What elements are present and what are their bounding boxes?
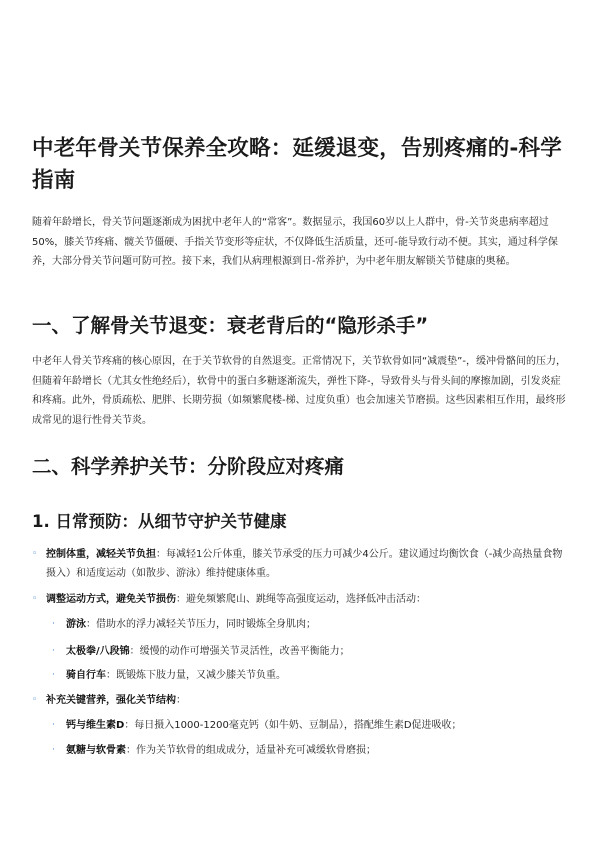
bullet-icon: · <box>52 670 55 680</box>
list-item-bold-label: 调整运动方式，避免关节损伤 <box>46 594 176 605</box>
list-item <box>32 590 566 609</box>
subsection-1-heading: 1. 日常预防：从细节守护关节健康 <box>32 512 287 531</box>
list-item-bold-label: 游泳 <box>66 619 86 630</box>
bullet-icon: · <box>52 619 55 629</box>
section-1-paragraph: 中老年人骨关节疼痛的核心原因，在于关节软骨的自然退变。正常情况下，关节软骨如同“减震垫”-，缓冲骨骼间的压力，但随着年龄增长（尤其女性绝经后），软骨中的蛋白多糖逐渐流失，弹性下降-，导致骨头与骨头间的摩擦加剧，引发炎症和疼痛。此外，骨质疏松、肥胖、长期劳损（如频繁爬楼-梯、过度负重）也会加速关节磨损。这些因素相互作用，最终形成常见的退行性骨关节炎。 <box>32 356 566 426</box>
list-item <box>32 691 566 710</box>
section-2-heading: 二、科学养护关节：分阶段应对疼痛 <box>32 455 345 478</box>
list-item <box>32 545 566 583</box>
bullet-icon: ◦ <box>32 594 38 604</box>
list-item-bold-label: 控制体重，减轻关节负担 <box>46 549 156 560</box>
bullet-icon: · <box>52 646 55 656</box>
sub-list-item <box>32 615 566 634</box>
bullet-icon: · <box>52 745 55 755</box>
bullet-icon: · <box>52 720 55 730</box>
bullet-icon: ◦ <box>32 695 38 705</box>
intro-paragraph: 随着年龄增长，骨关节问题逐渐成为困扰中老年人的“常客”。数据显示，我国60岁以上人群中，骨-关节炎患病率超过50%，膝关节疼痛、髋关节僵硬、手指关节变形等症状，不仅降低生活质量，还可-能导致行动不便。其实，通过科学保养，大部分骨关节问题可防可控。接下来，我们从病理根源到日-常养护，为中老年朋友解锁关节健康的奥秘。 <box>32 217 558 268</box>
list-item-text: ： <box>176 695 186 706</box>
list-item-text: ：既锻炼下肢力量，又减少膝关节负重。 <box>106 670 286 681</box>
list-item-bold-label: 太极拳/八段锦 <box>66 646 130 657</box>
list-item-text: ：每日摄入1000-1200毫克钙（如牛奶、豆制品），搭配维生素D促进吸收； <box>124 720 462 731</box>
page-title: 中老年骨关节保养全攻略：延缓退变，告别疼痛的-科学指南 <box>32 136 562 193</box>
sub-list-item <box>32 642 566 661</box>
list-item-bold-label: 氨糖与软骨素 <box>66 745 126 756</box>
list-item-text: ：避免频繁爬山、跳绳等高强度运动，选择低冲击活动： <box>176 594 426 605</box>
list-item-text: ：作为关节软骨的组成成分，适量补充可减缓软骨磨损； <box>126 745 376 756</box>
list-item-text: ：借助水的浮力减轻关节压力，同时锻炼全身肌肉； <box>86 619 316 630</box>
sub-list-item <box>32 666 566 685</box>
list-item-text: ：缓慢的动作可增强关节灵活性，改善平衡能力； <box>129 646 350 657</box>
section-1-heading: 一、了解骨关节退变：衰老背后的“隐形杀手” <box>32 314 429 337</box>
sub-list-item <box>32 741 566 760</box>
list-item-bold-label: 钙与维生素D <box>66 720 125 731</box>
list-item-bold-label: 补充关键营养，强化关节结构 <box>46 695 176 706</box>
list-item-text: ：每减轻1公斤体重，膝关节承受的压力可减少4公斤。建议通过均衡饮食（-减少高热量食物摄入）和适度运动（如散步、游泳）维持健康体重。 <box>46 549 563 579</box>
sub-list-item <box>32 716 566 735</box>
bullet-icon: ◦ <box>32 549 38 559</box>
list-item-bold-label: 骑自行车 <box>66 670 106 681</box>
